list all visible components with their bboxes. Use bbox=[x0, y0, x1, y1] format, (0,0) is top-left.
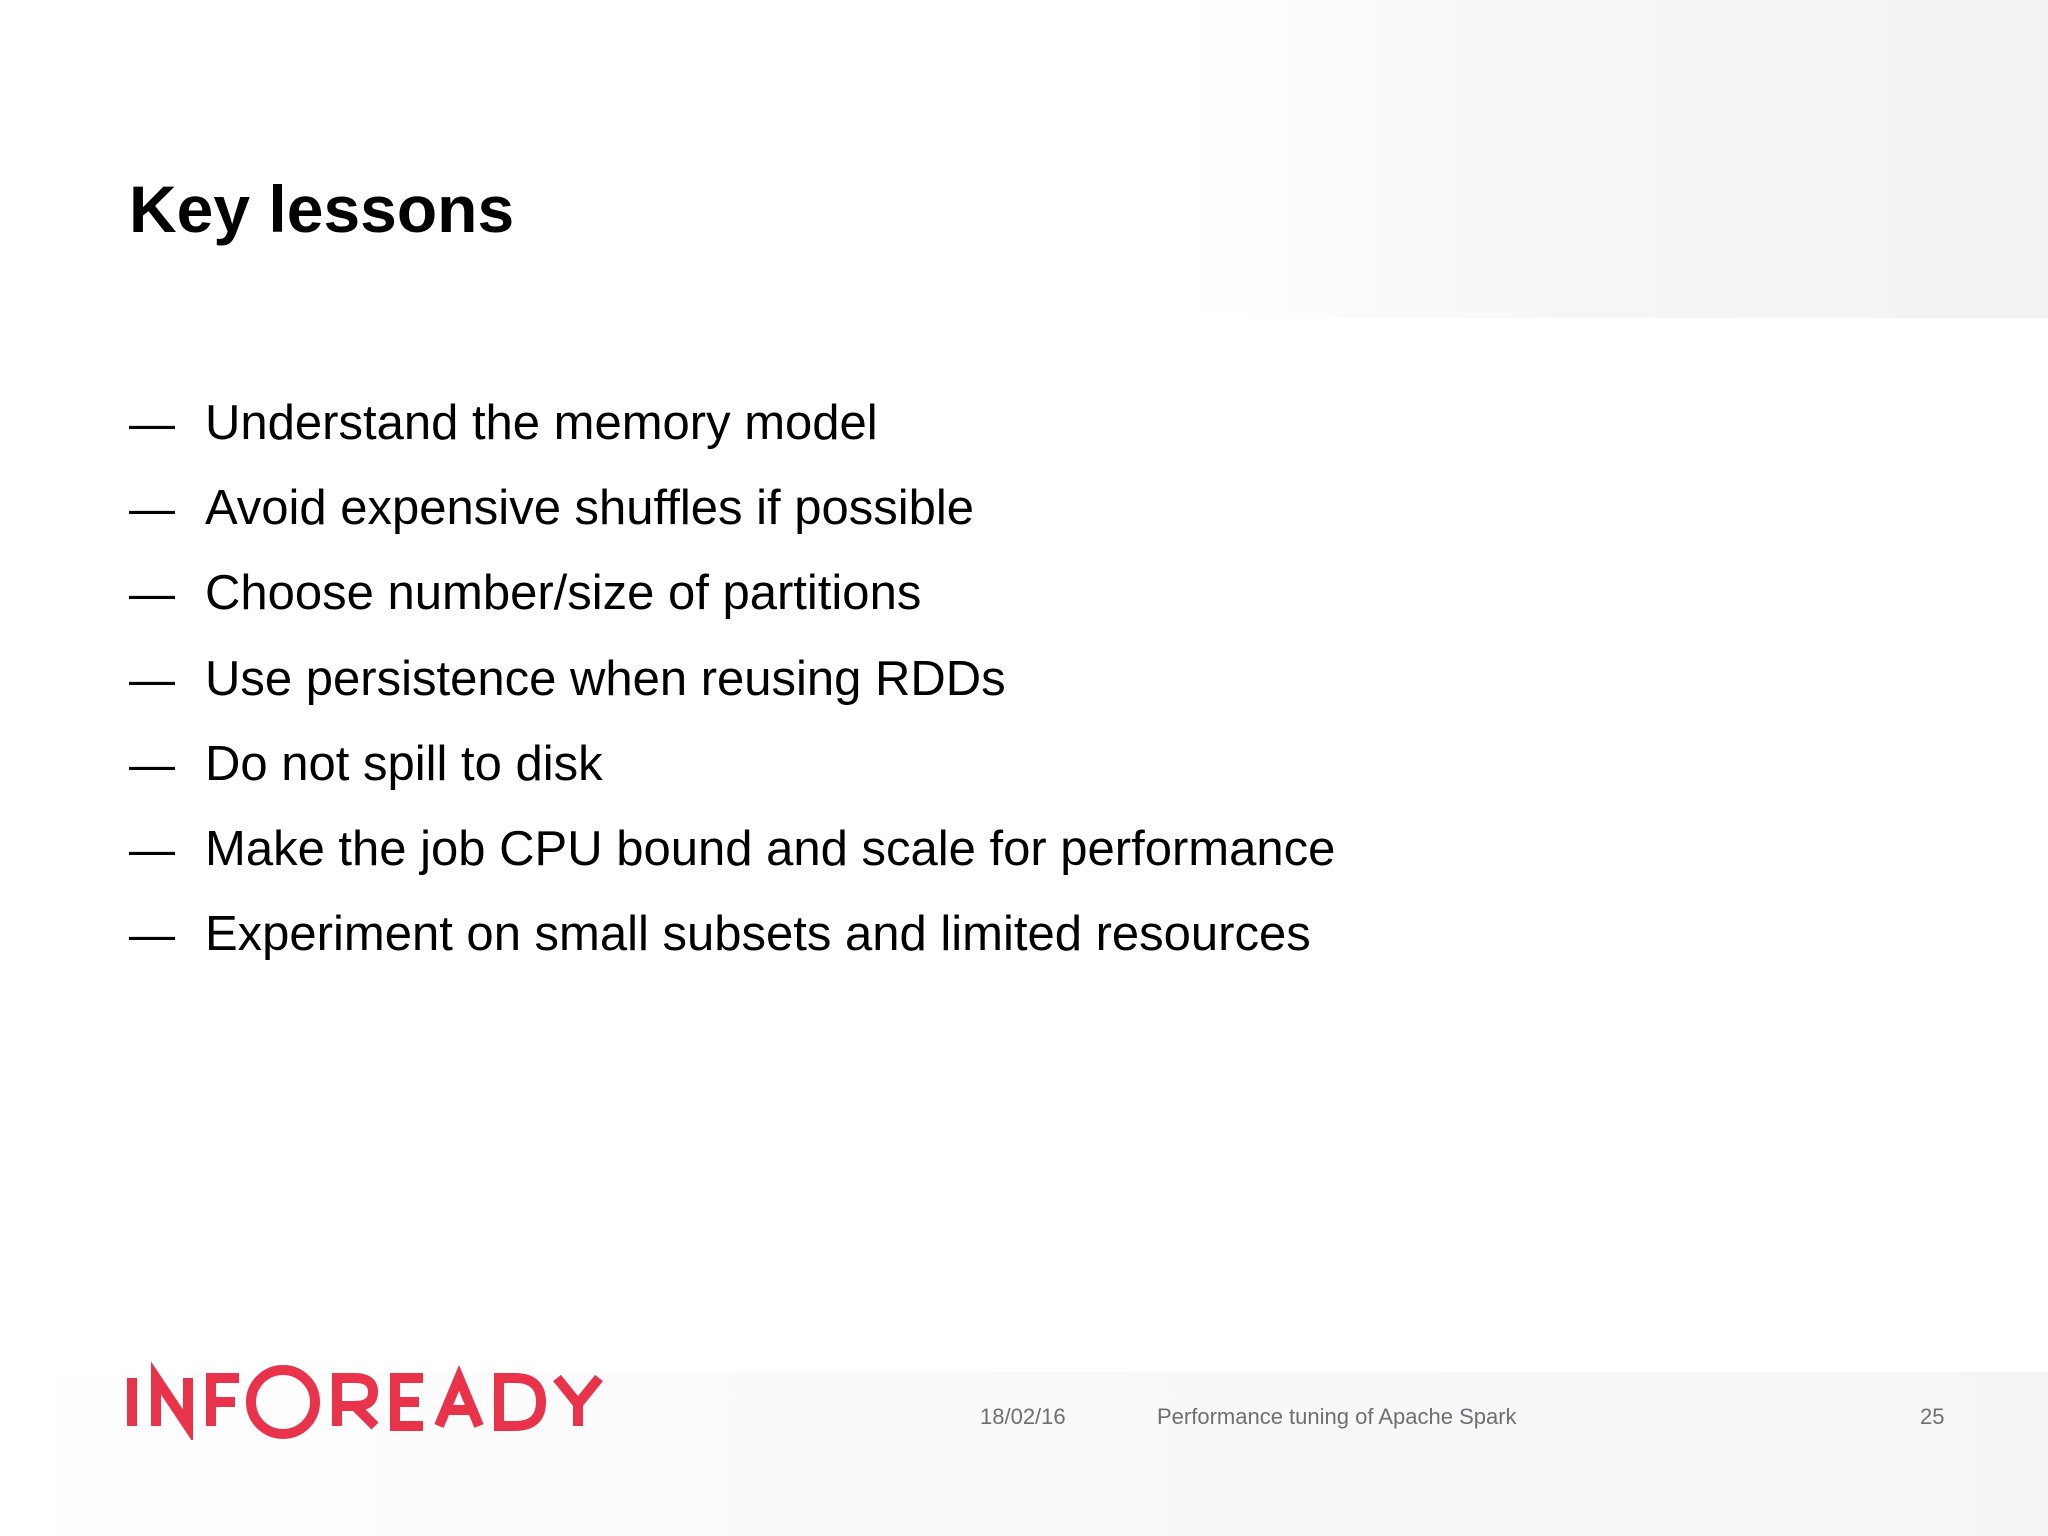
footer-page-number: 25 bbox=[1920, 1404, 1945, 1429]
bullet-text: Do not spill to disk bbox=[205, 736, 603, 791]
slide-title: Key lessons bbox=[129, 172, 515, 246]
bullet-marker: — bbox=[129, 481, 175, 534]
bullet-item bbox=[129, 721, 1335, 806]
bullet-text: Choose number/size of partitions bbox=[205, 566, 922, 621]
bullet-marker: — bbox=[129, 396, 175, 449]
bullet-marker: — bbox=[129, 823, 175, 876]
bullet-item bbox=[129, 636, 1335, 721]
bullet-item bbox=[129, 465, 1335, 550]
bullet-text: Make the job CPU bound and scale for performance bbox=[205, 822, 1336, 877]
footer-presentation-title: Performance tuning of Apache Spark bbox=[1157, 1404, 1517, 1429]
bullet-list bbox=[129, 380, 1335, 977]
bullet-marker: — bbox=[129, 737, 175, 790]
bullet-marker: — bbox=[129, 567, 175, 620]
footer-date: 18/02/16 bbox=[980, 1404, 1066, 1429]
bullet-item bbox=[129, 380, 1335, 465]
bullet-text: Avoid expensive shuffles if possible bbox=[205, 480, 975, 535]
bullet-item bbox=[129, 892, 1335, 977]
bullet-item bbox=[129, 806, 1335, 891]
bullet-item bbox=[129, 551, 1335, 636]
bullet-text: Use persistence when reusing RDDs bbox=[205, 651, 1006, 706]
infoready-logo bbox=[127, 1360, 647, 1440]
bullet-text: Experiment on small subsets and limited resources bbox=[205, 907, 1311, 962]
bullet-text: Understand the memory model bbox=[205, 395, 878, 450]
background-panel-top-right bbox=[1180, 0, 2048, 318]
bullet-marker: — bbox=[129, 652, 175, 705]
bullet-marker: — bbox=[129, 908, 175, 961]
